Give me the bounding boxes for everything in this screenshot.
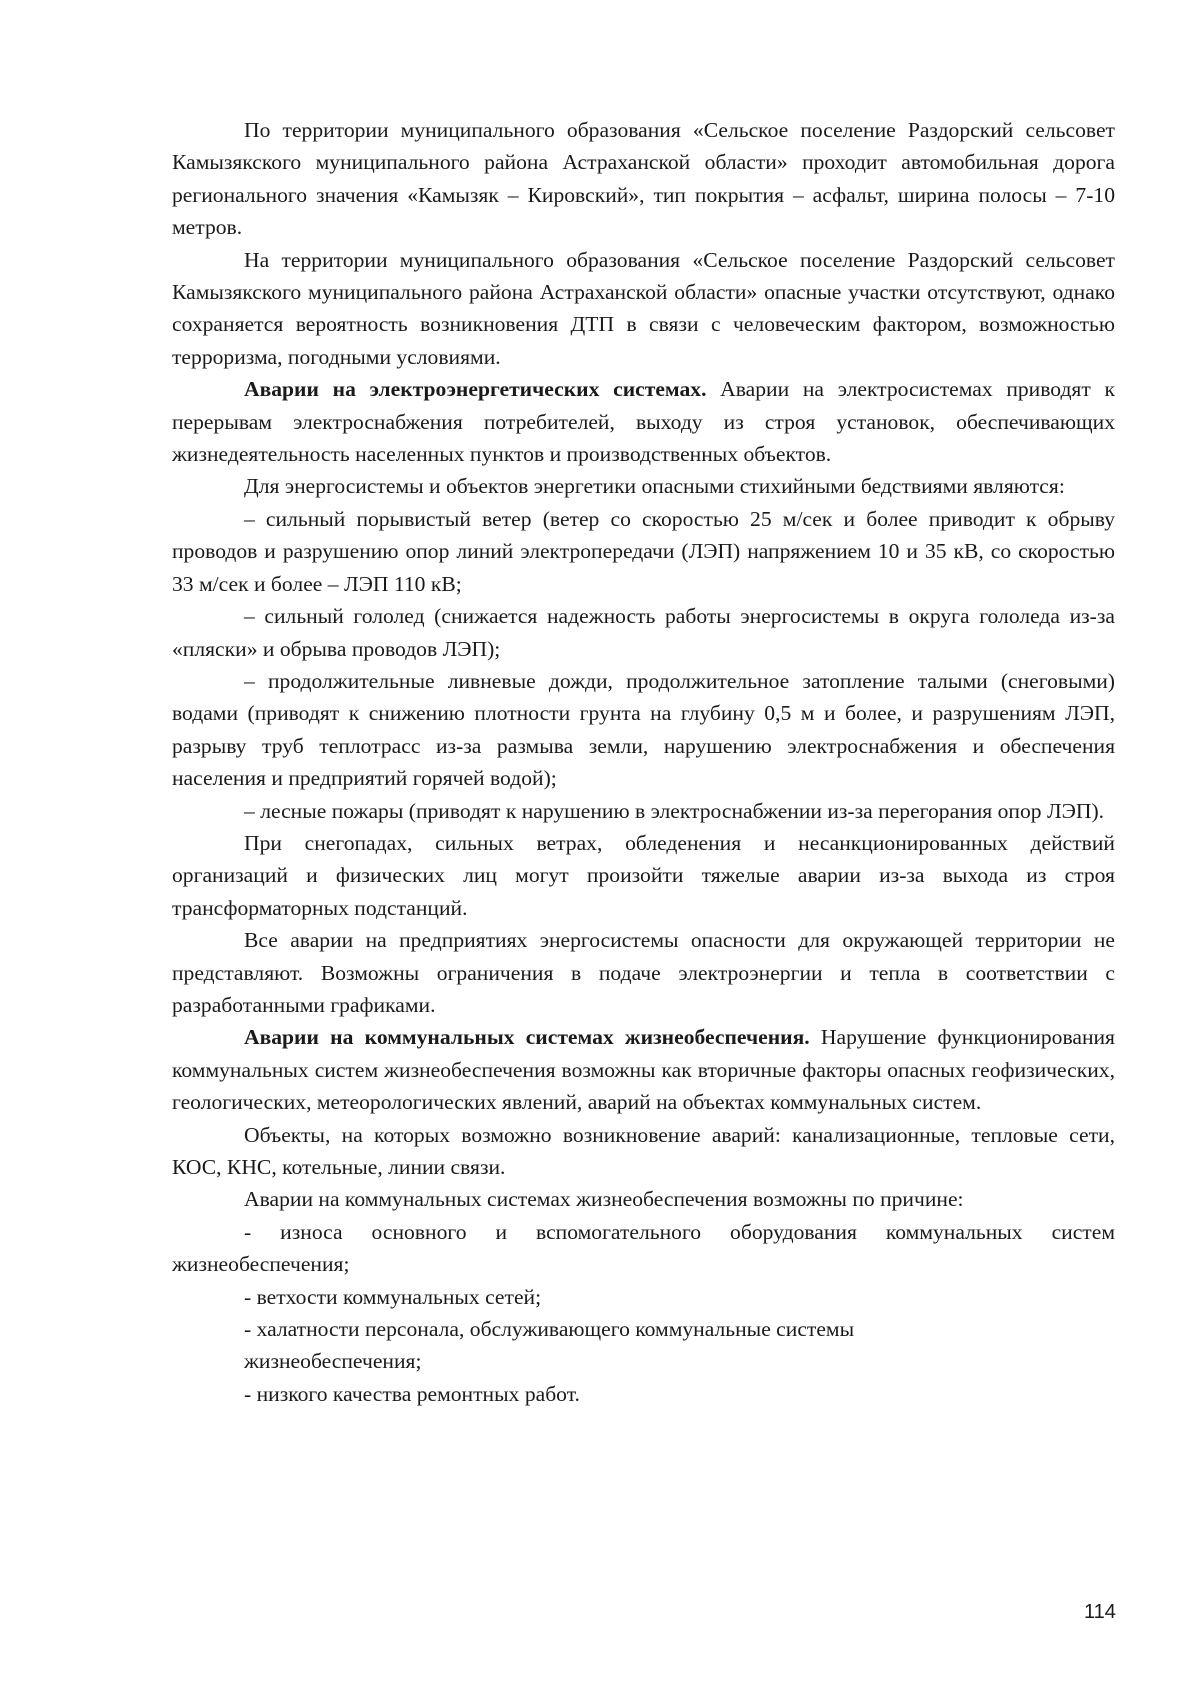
document-body bbox=[172, 114, 1115, 1410]
paragraph-road: По территории муниципального образования «Сельское поселение Раздорский сельсовет Камызякского муниципального района Астраханской области» проходит автомобильная дорога регионального значения «Камызяк – Кировский», тип покрытия – асфальт, ширина полосы – 7-10 метров. bbox=[172, 118, 1115, 240]
paragraph-snowfall: При снегопадах, сильных ветрах, обледенения и несанкционированных действий организаций и физических лиц могут произойти тяжелые аварии из-за выхода из строя трансформаторных подстанций. bbox=[172, 830, 1115, 920]
list-item-equipment-wear: - износа основного и вспомогательного оборудования коммунальных систем жизнеобеспечения; bbox=[172, 1219, 1115, 1277]
utility-accidents-heading: Аварии на коммунальных системах жизнеобеспечения. bbox=[244, 1025, 810, 1050]
list-item-network-decay: - ветхости коммунальных сетей; bbox=[244, 1284, 542, 1309]
paragraph-power-accidents bbox=[172, 373, 1115, 470]
paragraph-utility-accidents bbox=[172, 1021, 1115, 1118]
list-item-ice: – сильный гололед (снижается надежность работы энергосистемы в округа гололеда из-за «пляски» и обрыва проводов ЛЭП); bbox=[172, 604, 1115, 661]
list-item-rain: – продолжительные ливневые дожди, продолжительное затопление талыми (снеговыми) водами (приводят к снижению плотности грунта на глубину 0,5 м и более, и разрушениям ЛЭП, разрыву труб теплотрасс из-за размыва земли, нарушению электроснабжения и обеспечения населения и предприятий горячей водой); bbox=[172, 668, 1115, 791]
power-accidents-heading: Аварии на электроэнергетических системах. bbox=[244, 377, 707, 402]
paragraph-power-limits: Все аварии на предприятиях энергосистемы опасности для окружающей территории не представляют. Возможны ограничения в подаче электроэнергии и тепла в соответствии с разработанными графиками. bbox=[172, 928, 1115, 1017]
paragraph-utility-objects: Объекты, на которых возможно возникновение аварий: канализационные, тепловые сети, КОС, КНС, котельные, линии связи. bbox=[172, 1122, 1115, 1179]
power-accidents-text: Аварии на электросистемах приводят к перерывам электроснабжения потребителей, выходу из строя установок, обеспечивающих жизнедеятельность населенных пунктов и производственных объектов. bbox=[172, 377, 1115, 467]
paragraph-utility-causes-intro: Аварии на коммунальных системах жизнеобеспечения возможны по причине: bbox=[244, 1187, 964, 1212]
paragraph-road-hazards: На территории муниципального образования «Сельское поселение Раздорский сельсовет Камызякского муниципального района Астраханской области» опасные участки отсутствуют, однако сохраняется вероятность возникновения ДТП в связи с человеческим фактором, возможностью терроризма, погодными условиями. bbox=[172, 247, 1115, 369]
paragraph-natural-hazards-intro: Для энергосистемы и объектов энергетики опасными стихийными бедствиями являются: bbox=[244, 474, 1065, 499]
list-item-negligence-cont: жизнеобеспечения; bbox=[244, 1349, 422, 1374]
page-number: 114 bbox=[1084, 1601, 1116, 1623]
list-item-wind: – сильный порывистый ветер (ветер со скоростью 25 м/сек и более приводит к обрыву проводов и разрушению опор линий электропередачи (ЛЭП) напряжением 10 и 35 кВ, со скоростью 33 м/сек и более – ЛЭП 110 кВ; bbox=[172, 506, 1115, 596]
list-item-repair-quality: - низкого качества ремонтных работ. bbox=[244, 1381, 580, 1406]
utility-accidents-text: Нарушение функционирования коммунальных систем жизнеобеспечения возможны как вторичные факторы опасных геофизических, геологических, метеорологических явлений, аварий на объектах коммунальных систем. bbox=[172, 1025, 1115, 1115]
list-item-fires: – лесные пожары (приводят к нарушению в электроснабжении из-за перегорания опор ЛЭП). bbox=[244, 798, 1105, 823]
list-item-negligence: - халатности персонала, обслуживающего коммунальные системы bbox=[244, 1317, 855, 1342]
